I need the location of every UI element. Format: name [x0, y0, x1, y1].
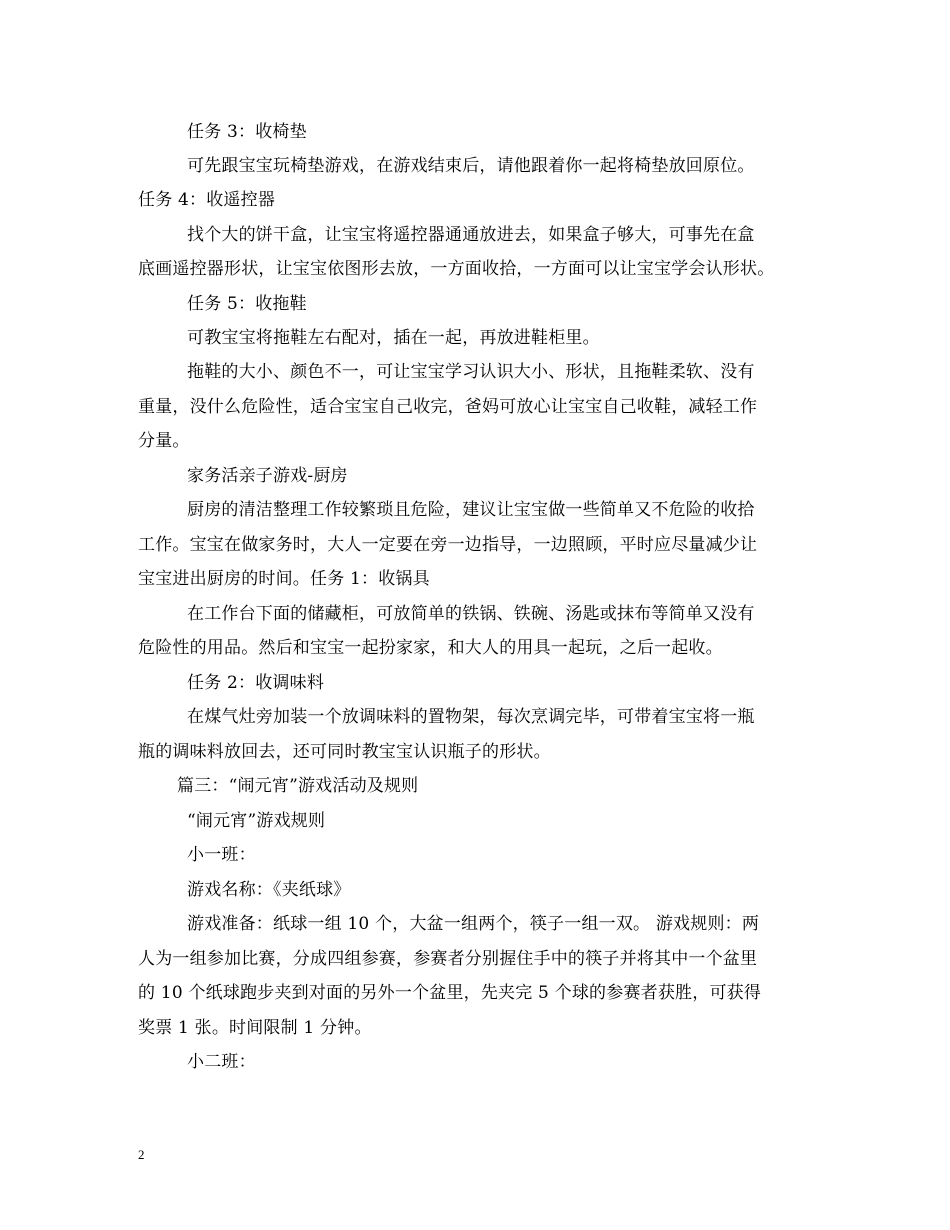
- game-prep-line-4: 奖票 1 张。时间限制 1 分钟。: [138, 1018, 372, 1038]
- task-1-paragraph-line-1: 在工作台下面的储藏柜，可放简单的铁锅、铁碗、汤匙或抹布等简单又没有: [187, 604, 755, 624]
- kitchen-paragraph-line-3: 宝宝进出厨房的时间。任务 1：收锅具: [138, 569, 430, 589]
- task-1-paragraph-line-2: 危险性的用品。然后和宝宝一起扮家家，和大人的用具一起玩，之后一起收。: [138, 638, 723, 658]
- kitchen-paragraph-line-2: 工作。宝宝在做家务时，大人一定要在旁一边指导，一边照顾，平时应尽量减少让: [138, 535, 758, 555]
- task-4-paragraph-line-2: 底画遥控器形状，让宝宝依图形去放，一方面收拾，一方面可以让宝宝学会认形状。: [138, 259, 775, 279]
- task-4-paragraph-line-1: 找个大的饼干盒，让宝宝将遥控器通通放进去，如果盒子够大，可事先在盒: [187, 225, 755, 245]
- task-4-heading: 任务 4：收遥控器: [138, 190, 276, 210]
- task-5-heading: 任务 5：收拖鞋: [187, 294, 307, 314]
- game-prep-line-1: 游戏准备：纸球一组 10 个，大盆一组两个，筷子一组一双。 游戏规则：两: [187, 914, 760, 934]
- task-2-paragraph-line-1: 在煤气灶旁加装一个放调味料的置物架，每次烹调完毕，可带着宝宝将一瓶: [187, 707, 755, 727]
- slipper-paragraph-line-3: 分量。: [138, 431, 190, 451]
- class-small-two-label: 小二班：: [187, 1052, 256, 1072]
- task-2-heading: 任务 2：收调味料: [187, 673, 325, 693]
- game-prep-line-2: 人为一组参加比赛，分成四组参赛，参赛者分别握住手中的筷子并将其中一个盆里: [138, 949, 758, 969]
- task-3-heading: 任务 3：收椅垫: [187, 122, 307, 142]
- task-5-paragraph: 可教宝宝将拖鞋左右配对，插在一起，再放进鞋柜里。: [187, 328, 600, 348]
- game-name-line: 游戏名称：《夹纸球》: [187, 880, 351, 900]
- task-2-paragraph-line-2: 瓶的调味料放回去，还可同时教宝宝认识瓶子的形状。: [138, 742, 551, 762]
- page-number: 2: [138, 1147, 145, 1162]
- game-prep-line-3: 的 10 个纸球跑步夹到对面的另外一个盆里，先夹完 5 个球的参赛者获胜，可获得: [138, 983, 762, 1003]
- kitchen-heading: 家务活亲子游戏-厨房: [187, 466, 348, 486]
- slipper-paragraph-line-1: 拖鞋的大小、颜色不一，可让宝宝学习认识大小、形状，且拖鞋柔软、没有: [187, 362, 755, 382]
- game-rules-heading: “闹元宵”游戏规则: [187, 811, 326, 831]
- task-3-paragraph: 可先跟宝宝玩椅垫游戏，在游戏结束后，请他跟着你一起将椅垫放回原位。: [187, 156, 755, 176]
- kitchen-paragraph-line-1: 厨房的清洁整理工作较繁琐且危险，建议让宝宝做一些简单又不危险的收拾: [187, 500, 755, 520]
- class-small-one-label: 小一班：: [187, 845, 256, 865]
- slipper-paragraph-line-2: 重量，没什么危险性，适合宝宝自己收完，爸妈可放心让宝宝自己收鞋，减轻工作: [138, 397, 758, 417]
- section-three-heading: 篇三：“闹元宵”游戏活动及规则: [177, 776, 419, 796]
